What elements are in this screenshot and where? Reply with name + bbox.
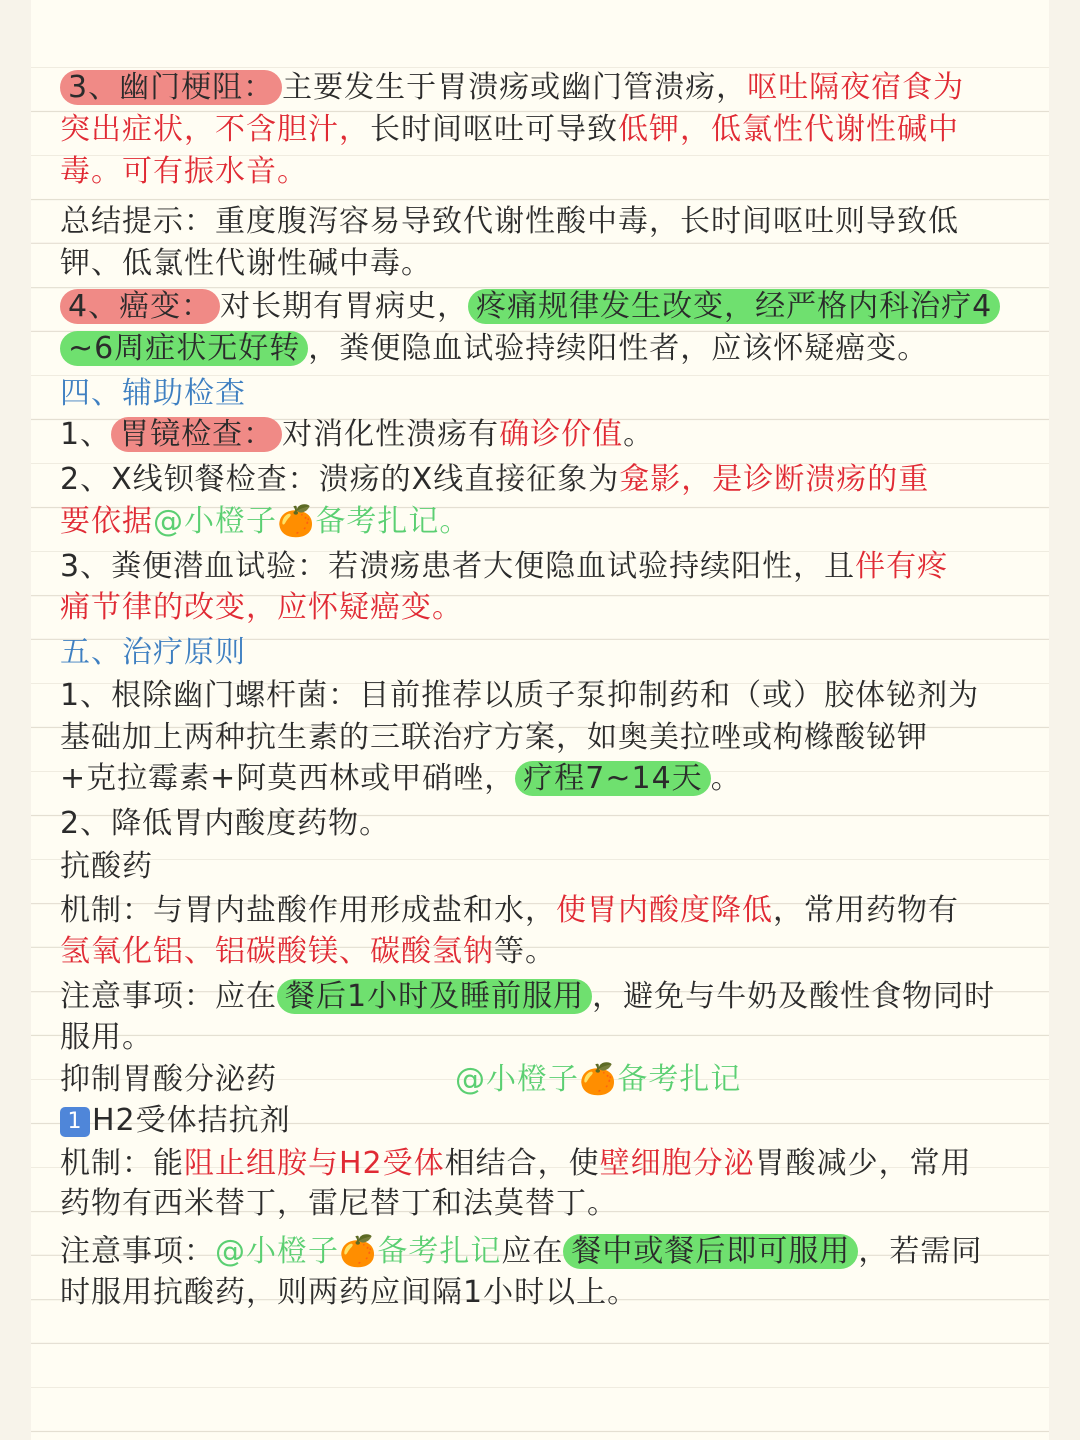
orange-icon: 🍊 — [339, 1234, 378, 1269]
text: 注意事项：应在 — [60, 979, 277, 1014]
text: 1、根除幽门螺杆菌：目前推荐以质子泵抑制药和（或）胶体铋剂为 — [60, 678, 980, 713]
red-text: 确诊价值 — [499, 417, 624, 452]
note-line — [60, 716, 1035, 760]
watermark: @小橙子 — [215, 1234, 339, 1269]
watermark: @小橙子🍊备考扎记 — [455, 1062, 742, 1097]
section-heading: 五、治疗原则 — [60, 635, 246, 670]
red-text: 氢氧化铝、铝碳酸镁、碳酸氢钠 — [60, 934, 494, 969]
text: ，粪便隐血试验持续阳性者，应该怀疑癌变。 — [308, 331, 929, 366]
highlight-label: 胃镜检查： — [111, 417, 282, 452]
text: 。 — [623, 417, 655, 452]
text: ，避免与牛奶及酸性食物同时 — [592, 979, 996, 1014]
note-line — [60, 545, 1035, 589]
text: 3、粪便潜血试验：若溃疡患者大便隐血试验持续阳性，且 — [60, 549, 856, 584]
green-highlight: 餐中或餐后即可服用 — [563, 1234, 858, 1269]
note-line — [60, 586, 1035, 630]
text: 主要发生于胃溃疡或幽门管溃疡， — [282, 70, 748, 105]
red-text: 低钾，低氯性代谢性碱中 — [618, 112, 959, 147]
section-heading: 四、辅助检查 — [60, 376, 246, 411]
watermark: 备考扎记 — [377, 1234, 502, 1269]
text: 对长期有胃病史， — [220, 289, 469, 324]
note-line — [60, 930, 1035, 974]
text: 胃酸减少，常用 — [754, 1146, 972, 1181]
text: 机制：能 — [60, 1146, 184, 1181]
note-line — [60, 458, 1035, 502]
text: 2、X线钡餐检查：溃疡的X线直接征象为 — [60, 462, 620, 497]
note-line — [60, 150, 1035, 194]
text: 对消化性溃疡有 — [282, 417, 500, 452]
text: 总结提示：重度腹泻容易导致代谢性酸中毒，长时间呕吐则导致低 — [60, 204, 959, 239]
text: 。 — [710, 761, 742, 796]
text: 抗酸药 — [60, 849, 153, 884]
text: 应在 — [501, 1234, 564, 1269]
red-text: 痛节律的改变，应怀疑癌变。 — [60, 590, 463, 625]
note-line — [60, 757, 1035, 801]
text: 2、降低胃内酸度药物。 — [60, 806, 391, 841]
note-line — [60, 285, 1035, 329]
note-line — [60, 200, 1035, 244]
note-line — [60, 802, 1035, 846]
note-line — [60, 975, 1035, 1019]
watermark: 备考扎记。 — [315, 504, 471, 539]
text: H2受体拮抗剂 — [92, 1103, 291, 1138]
red-text: 阻止组胺与H2受体 — [184, 1146, 445, 1181]
green-highlight: 餐后1小时及睡前服用 — [277, 979, 592, 1014]
green-highlight: 疼痛规律发生改变，经严格内科治疗4 — [468, 289, 1000, 324]
number-one-icon: 1 — [60, 1107, 90, 1137]
orange-icon: 🍊 — [579, 1062, 618, 1097]
text: 等。 — [494, 934, 556, 969]
red-text: 使胃内酸度降低 — [556, 893, 773, 928]
text: 相结合，使 — [444, 1146, 600, 1181]
note-line — [60, 66, 1035, 110]
note-line — [60, 1182, 1035, 1226]
text: 长时间呕吐可导致 — [370, 112, 618, 147]
orange-icon: 🍊 — [277, 504, 316, 539]
text: 时服用抗酸药，则两药应间隔1小时以上。 — [60, 1275, 639, 1310]
green-highlight: 疗程7~14天 — [515, 761, 710, 796]
text: 服用。 — [60, 1020, 153, 1055]
text: ，常用药物有 — [773, 893, 959, 928]
red-text: 伴有疼 — [855, 549, 949, 584]
text: 注意事项： — [60, 1234, 215, 1269]
note-line — [60, 1230, 1035, 1274]
note-line — [60, 327, 1035, 371]
note-line — [60, 242, 1035, 286]
green-highlight: ~6周症状无好转 — [60, 331, 308, 366]
note-line — [60, 500, 1035, 544]
text: 药物有西米替丁，雷尼替丁和法莫替丁。 — [60, 1186, 618, 1221]
note-line — [60, 108, 1035, 152]
red-text: 呕吐隔夜宿食为 — [747, 70, 965, 105]
text: 抑制胃酸分泌药 — [60, 1062, 277, 1097]
subheading — [60, 845, 1035, 889]
red-text: 龛影，是诊断溃疡的重 — [619, 462, 930, 497]
text: 钾、低氯性代谢性碱中毒。 — [60, 246, 432, 281]
note-line — [60, 413, 1035, 457]
text: 1、 — [60, 417, 112, 452]
watermark: @小橙子 — [153, 504, 277, 539]
note-line — [60, 1271, 1035, 1315]
note-line — [60, 1142, 1035, 1186]
red-text: 毒。可有振水音。 — [60, 154, 308, 189]
highlight-label: 3、幽门梗阻： — [60, 70, 282, 105]
note-line — [60, 674, 1035, 718]
red-text: 要依据 — [60, 504, 153, 539]
text: 机制：与胃内盐酸作用形成盐和水， — [60, 893, 556, 928]
text: 基础加上两种抗生素的三联治疗方案，如奥美拉唑或枸橼酸铋钾 — [60, 720, 928, 755]
highlight-label: 4、癌变： — [60, 289, 220, 324]
text: ，若需同 — [858, 1234, 983, 1269]
note-line — [60, 889, 1035, 933]
subheading — [60, 1058, 1035, 1102]
text: +克拉霉素+阿莫西林或甲硝唑， — [60, 761, 516, 796]
note-line — [60, 1016, 1035, 1060]
red-text: 突出症状，不含胆汁， — [60, 112, 370, 147]
subheading — [60, 1099, 1035, 1143]
red-text: 壁细胞分泌 — [599, 1146, 755, 1181]
